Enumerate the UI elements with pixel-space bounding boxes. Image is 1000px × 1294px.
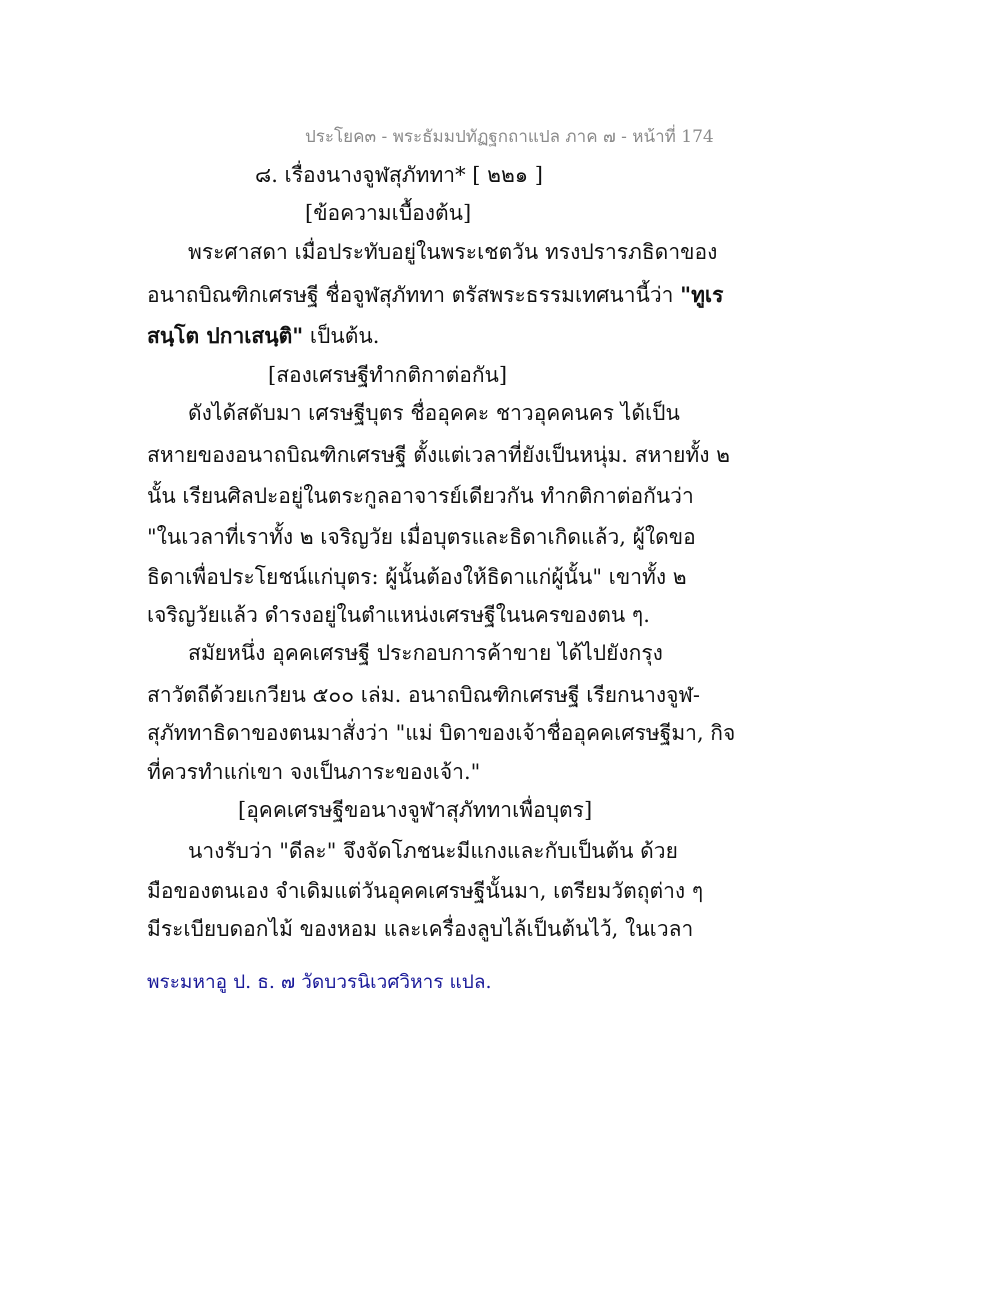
text-line-6: นั้น เรียนศิลปะอยู่ในตระกูลอาจารย์เดียวกัน ทำกติกาต่อกันว่า: [147, 484, 694, 508]
text-line-16: มีระเบียบดอกไม้ ของหอม และเครื่องลูบไล้เป็นต้นไว้, ในเวลา: [147, 917, 694, 941]
text-line-14: นางรับว่า "ดีละ" จึงจัดโภชนะมีแกงและกับเป็นต้น ด้วย: [188, 839, 678, 863]
story-title: ๘. เรื่องนางจูฬสุภัททา* [ ๒๒๑ ]: [255, 163, 544, 187]
pali-quote-start: "ทูเร: [680, 282, 724, 307]
text-line-10: สมัยหนึ่ง อุคคเศรษฐี ประกอบการค้าขาย ได้ไปยังกรุง: [188, 641, 663, 665]
text-line-11: สาวัตถีด้วยเกวียน ๕๐๐ เล่ม. อนาถบิณฑิกเศรษฐี เรียกนางจูฬ-: [147, 683, 700, 707]
text-line-1: พระศาสดา เมื่อประทับอยู่ในพระเชตวัน ทรงปรารภธิดาของ: [188, 240, 718, 264]
pali-quote-end: สนฺโต ปกาเสนฺติ": [147, 323, 304, 348]
section-heading-request: [อุคคเศรษฐีขอนางจูฬาสุภัททาเพื่อบุตร]: [238, 798, 593, 822]
text-line-5: สหายของอนาถบิณฑิกเศรษฐี ตั้งแต่เวลาที่ยังเป็นหนุ่ม. สหายทั้ง ๒: [147, 443, 731, 467]
page-header: ประโยค๓ - พระธัมมปทัฏฐกถาแปล ภาค ๗ - หน้าที่ 174: [305, 127, 714, 147]
text-line-7: "ในเวลาที่เราทั้ง ๒ เจริญวัย เมื่อบุตรและธิดาเกิดแล้ว, ผู้ใดขอ: [147, 525, 696, 549]
text-line-12: สุภัททาธิดาของตนมาสั่งว่า "แม่ บิดาของเจ้าชื่ออุคคเศรษฐีมา, กิจ: [147, 721, 736, 745]
section-heading-friends: [สองเศรษฐีทำกติกาต่อกัน]: [268, 363, 508, 387]
text-line-4: ดังได้สดับมา เศรษฐีบุตร ชื่ออุคคะ ชาวอุคคนคร ได้เป็น: [188, 401, 680, 425]
text-line-13: ที่ควรทำแก่เขา จงเป็นภาระของเจ้า.": [147, 760, 481, 784]
text-line-9: เจริญวัยแล้ว ดำรงอยู่ในตำแหน่งเศรษฐีในนครของตน ๆ.: [147, 603, 650, 627]
translator-footer: พระมหาอู ป. ธ. ๗ วัดบวรนิเวศวิหาร แปล.: [147, 971, 492, 993]
section-heading-intro: [ข้อความเบื้องต้น]: [305, 201, 472, 225]
text-line-2: [147, 280, 723, 310]
text-line-3: [147, 321, 379, 351]
text-line-15: มือของตนเอง จำเดิมแต่วันอุคคเศรษฐีนั้นมา, เตรียมวัตถุต่าง ๆ: [147, 879, 704, 903]
text-line-8: ธิดาเพื่อประโยชน์แก่บุตร: ผู้นั้นต้องให้ธิดาแก่ผู้นั้น" เขาทั้ง ๒: [147, 565, 687, 589]
text-line-2-plain: อนาถบิณฑิกเศรษฐี ชื่อจูฬสุภัททา ตรัสพระธรรมเทศนานี้ว่า: [147, 283, 681, 307]
text-line-3-plain: เป็นต้น.: [303, 324, 380, 348]
